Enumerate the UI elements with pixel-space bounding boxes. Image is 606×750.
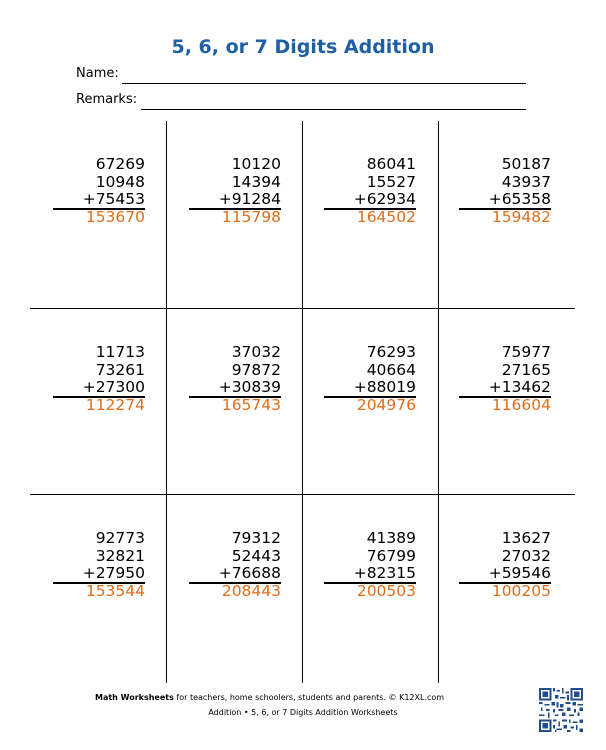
addition-problem	[181, 530, 281, 600]
remarks-field[interactable]	[76, 92, 526, 110]
answer: 204976	[356, 395, 416, 414]
addition-problem	[451, 156, 551, 226]
addend: 97872	[231, 360, 281, 379]
addend: +27300	[82, 378, 145, 396]
footer-text: for teachers, home schoolers, students and parents. © K12XL.com	[173, 693, 445, 702]
name-line[interactable]	[122, 83, 526, 84]
addend: +76688	[218, 564, 281, 582]
footer-line-1	[95, 693, 444, 702]
addend: 41389	[366, 529, 416, 547]
name-label: Name:	[76, 66, 119, 81]
addition-problem	[45, 344, 145, 414]
answer: 153670	[85, 207, 145, 226]
addition-problem	[316, 530, 416, 600]
addend: 79312	[231, 529, 281, 547]
addition-problem	[316, 156, 416, 226]
addend: 76799	[366, 546, 416, 565]
addend: +88019	[353, 378, 416, 396]
footer-line-2: Addition • 5, 6, or 7 Digits Addition Worksheets	[208, 708, 398, 717]
addend: 27165	[501, 360, 551, 379]
addend: 11713	[95, 343, 145, 361]
addend: +82315	[353, 564, 416, 582]
grid-divider	[30, 308, 575, 309]
addend: 13627	[501, 529, 551, 547]
addend: +27950	[82, 564, 145, 582]
addend: +65358	[488, 190, 551, 208]
answer: 159482	[491, 207, 551, 226]
addend: 52443	[231, 546, 281, 565]
answer: 164502	[356, 207, 416, 226]
addend: 40664	[366, 360, 416, 379]
footer-brand: Math Worksheets	[95, 693, 174, 702]
addend: 14394	[231, 172, 281, 191]
qr-code-icon	[539, 688, 583, 732]
answer: 100205	[491, 581, 551, 600]
grid-divider	[438, 121, 439, 683]
answer: 115798	[221, 207, 281, 226]
answer: 116604	[491, 395, 551, 414]
addition-problem	[181, 156, 281, 226]
addend: 67269	[95, 155, 145, 173]
addend: +75453	[82, 190, 145, 208]
grid-divider	[30, 494, 575, 495]
addend: +59546	[488, 564, 551, 582]
addition-problem	[451, 530, 551, 600]
grid-divider	[166, 121, 167, 683]
answer: 208443	[221, 581, 281, 600]
addend: 75977	[501, 343, 551, 361]
addition-problem	[45, 530, 145, 600]
answer: 165743	[221, 395, 281, 414]
addend: 37032	[231, 343, 281, 361]
remarks-label: Remarks:	[76, 92, 138, 107]
addend: 86041	[366, 155, 416, 173]
addition-problem	[316, 344, 416, 414]
addend: 32821	[95, 546, 145, 565]
addend: 10948	[95, 172, 145, 191]
addend: 43937	[501, 172, 551, 191]
addition-problem	[451, 344, 551, 414]
remarks-line[interactable]	[141, 109, 526, 110]
name-field[interactable]	[76, 66, 526, 84]
addend: 92773	[95, 529, 145, 547]
addend: +62934	[353, 190, 416, 208]
addend: 73261	[95, 360, 145, 379]
addend: 27032	[501, 546, 551, 565]
addition-problem	[45, 156, 145, 226]
answer: 200503	[356, 581, 416, 600]
answer: 153544	[85, 581, 145, 600]
answer: 112274	[85, 395, 145, 414]
addend: 10120	[231, 155, 281, 173]
addend: +30839	[218, 378, 281, 396]
addend: 50187	[501, 155, 551, 173]
addend: 76293	[366, 343, 416, 361]
addend: 15527	[366, 172, 416, 191]
addend: +13462	[488, 378, 551, 396]
addition-problem	[181, 344, 281, 414]
worksheet-title: 5, 6, or 7 Digits Addition	[171, 36, 435, 58]
grid-divider	[302, 121, 303, 683]
addend: +91284	[218, 190, 281, 208]
